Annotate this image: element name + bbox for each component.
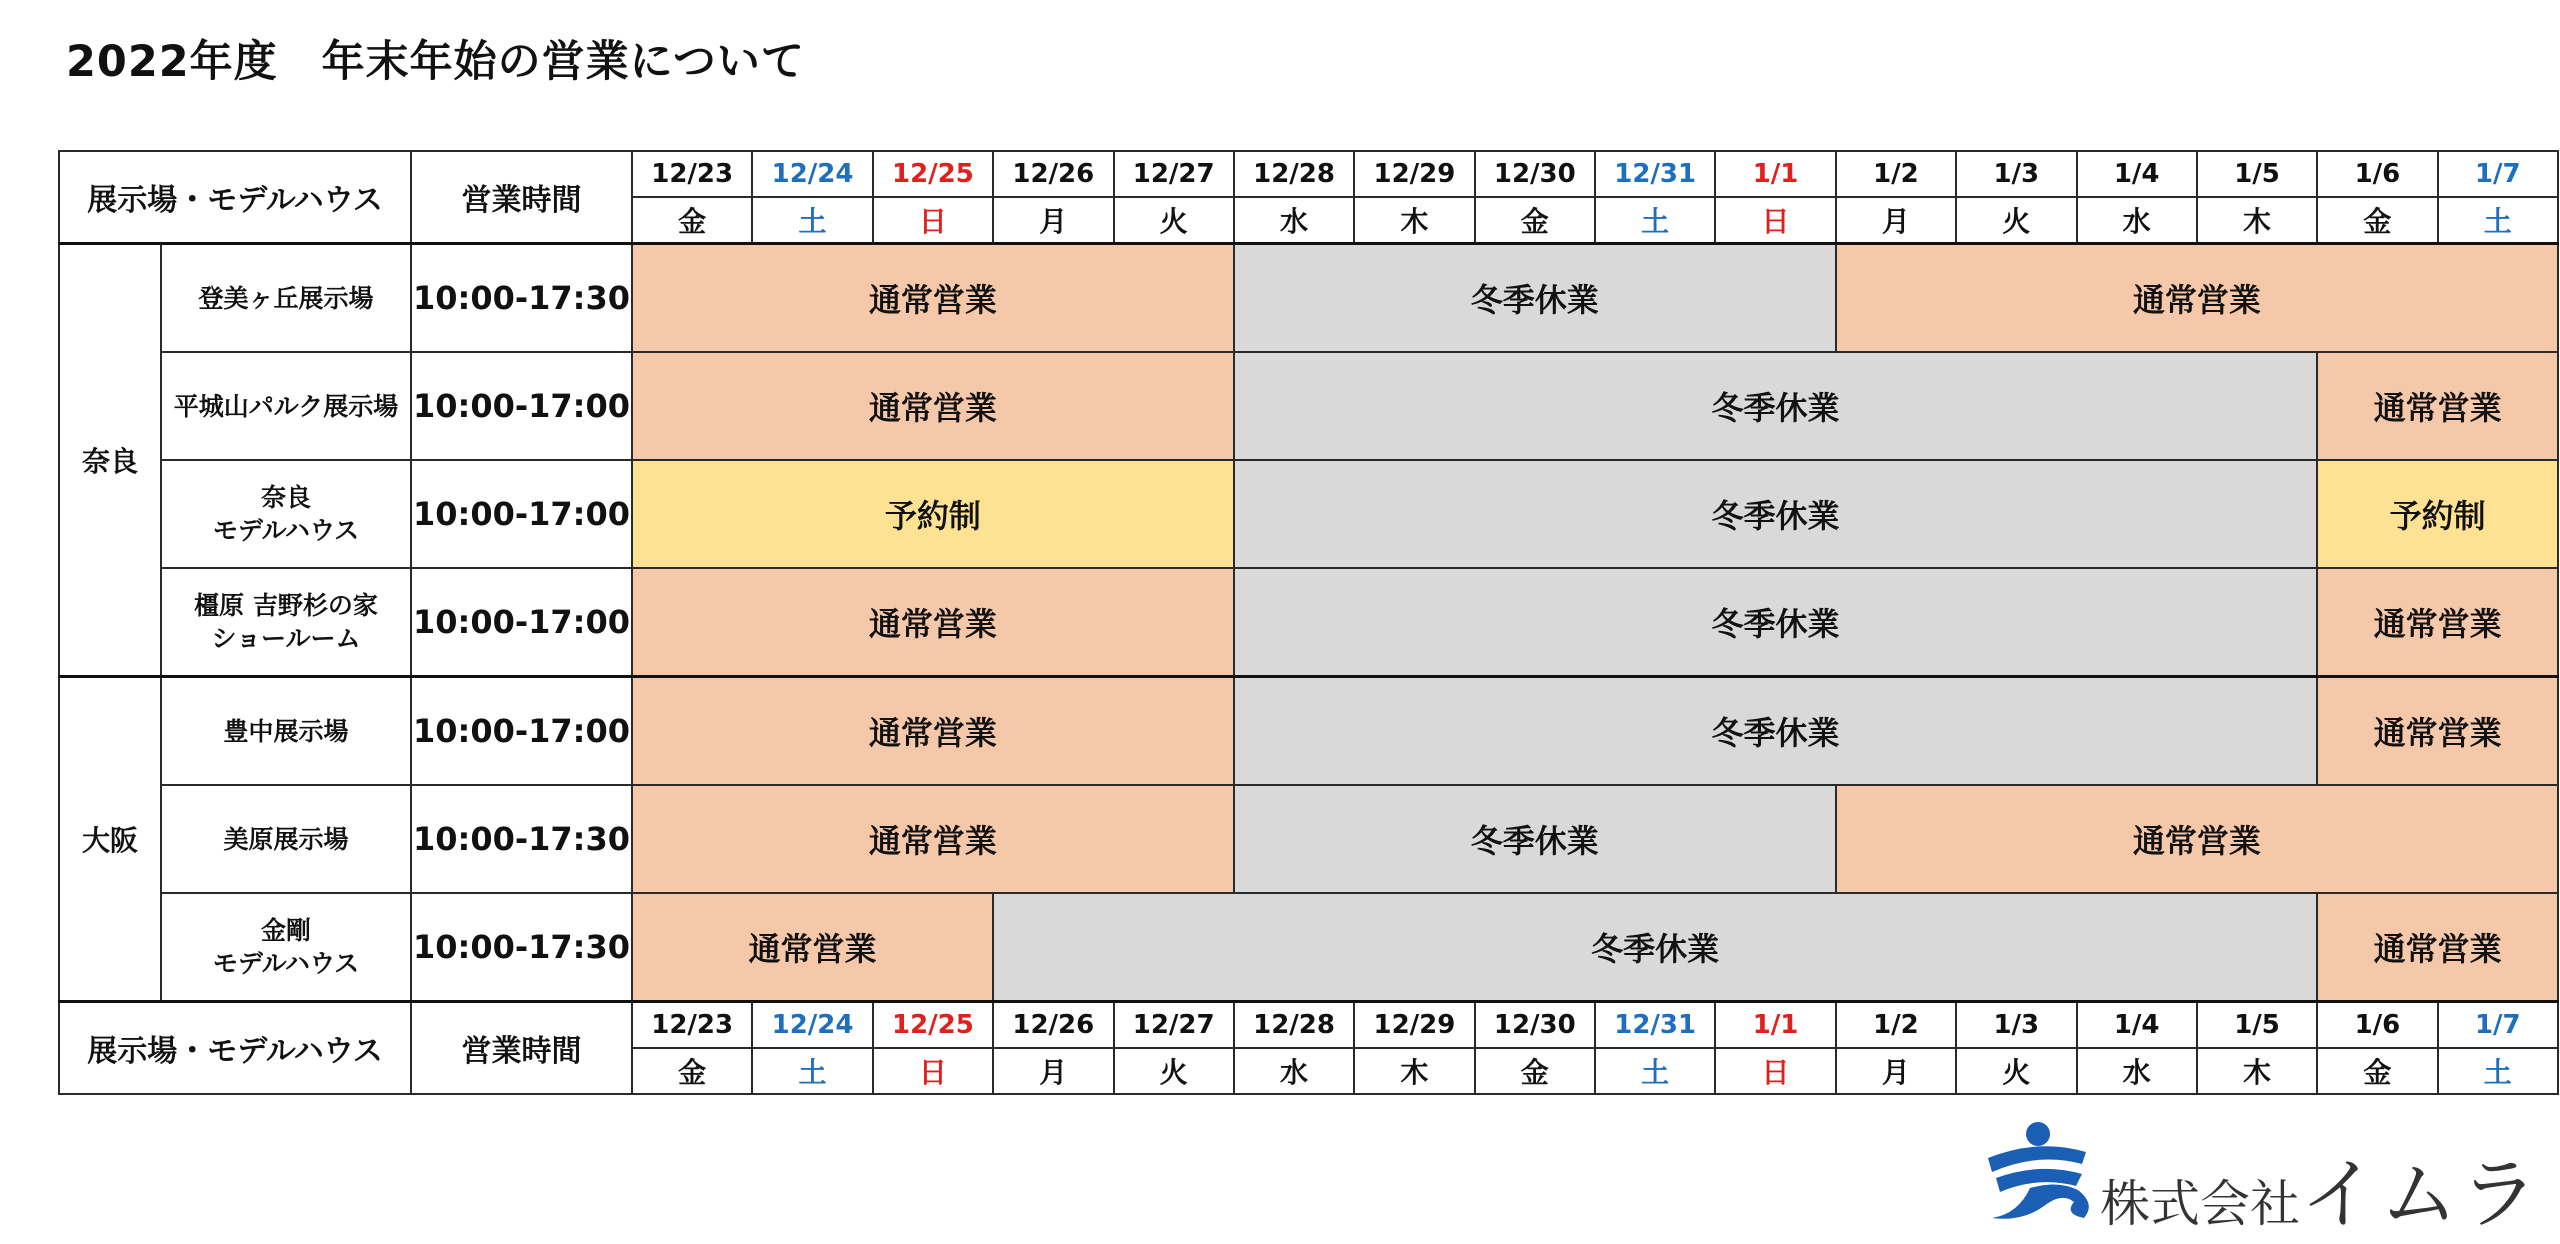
date-cell: 1/4 — [2077, 151, 2197, 197]
weekday-cell: 火 — [1956, 197, 2076, 244]
bottom-header-hours-col-header: 営業時間 — [411, 1002, 632, 1095]
status-block-normal: 通常営業 — [632, 568, 1234, 677]
bottom-header-date-row — [59, 1002, 2558, 1049]
business-hours: 10:00-17:00 — [411, 677, 632, 786]
weekday-cell: 土 — [752, 1048, 872, 1094]
date-cell: 12/31 — [1595, 151, 1715, 197]
status-block-normal: 通常営業 — [2317, 568, 2558, 677]
weekday-cell: 火 — [1114, 197, 1234, 244]
date-cell: 12/26 — [993, 151, 1113, 197]
date-cell: 12/29 — [1354, 151, 1474, 197]
site-name: 平城山パルク展示場 — [161, 352, 411, 460]
weekday-cell: 水 — [2077, 1048, 2197, 1094]
site-row — [59, 785, 2558, 893]
site-name: 橿原 吉野杉の家 ショールーム — [161, 568, 411, 677]
date-cell: 12/23 — [632, 1002, 752, 1049]
status-block-closed: 冬季休業 — [1234, 785, 1836, 893]
date-cell: 12/27 — [1114, 1002, 1234, 1049]
status-block-reserve: 予約制 — [632, 460, 1234, 568]
business-hours: 10:00-17:30 — [411, 785, 632, 893]
weekday-cell: 水 — [2077, 197, 2197, 244]
date-cell: 1/6 — [2317, 1002, 2437, 1049]
site-name: 金剛 モデルハウス — [161, 893, 411, 1002]
weekday-cell: 火 — [1956, 1048, 2076, 1094]
date-cell: 12/30 — [1475, 151, 1595, 197]
weekday-cell: 木 — [2197, 1048, 2317, 1094]
date-cell: 12/23 — [632, 151, 752, 197]
page-title: 2022年度 年末年始の営業について — [66, 37, 805, 87]
status-block-normal: 通常営業 — [1836, 785, 2558, 893]
weekday-cell: 日 — [873, 197, 993, 244]
date-cell: 1/1 — [1715, 1002, 1835, 1049]
weekday-cell: 土 — [1595, 197, 1715, 244]
company-name — [2100, 1132, 2540, 1244]
site-row — [59, 677, 2558, 786]
site-name: 美原展示場 — [161, 785, 411, 893]
weekday-cell: 金 — [632, 197, 752, 244]
status-block-closed: 冬季休業 — [1234, 352, 2317, 460]
site-row — [59, 893, 2558, 1002]
weekday-cell: 月 — [993, 197, 1113, 244]
company-prefix: 株式会社 — [2100, 1175, 2300, 1233]
date-cell: 1/5 — [2197, 151, 2317, 197]
weekday-cell: 月 — [993, 1048, 1113, 1094]
top-header-site-col-header: 展示場・モデルハウス — [59, 151, 411, 244]
status-block-closed: 冬季休業 — [1234, 460, 2317, 568]
region-label: 奈良 — [59, 244, 161, 677]
weekday-cell: 金 — [2317, 197, 2437, 244]
weekday-cell: 水 — [1234, 1048, 1354, 1094]
date-cell: 12/25 — [873, 1002, 993, 1049]
weekday-cell: 土 — [2438, 1048, 2558, 1094]
date-cell: 12/28 — [1234, 151, 1354, 197]
weekday-cell: 月 — [1836, 197, 1956, 244]
site-row — [59, 244, 2558, 353]
date-cell: 12/26 — [993, 1002, 1113, 1049]
status-block-normal: 通常営業 — [1836, 244, 2558, 353]
date-cell: 12/24 — [752, 1002, 872, 1049]
status-block-normal: 通常営業 — [632, 893, 993, 1002]
date-cell: 1/6 — [2317, 151, 2437, 197]
site-name: 豊中展示場 — [161, 677, 411, 786]
site-name: 登美ヶ丘展示場 — [161, 244, 411, 353]
site-row — [59, 568, 2558, 677]
weekday-cell: 月 — [1836, 1048, 1956, 1094]
status-block-reserve: 予約制 — [2317, 460, 2558, 568]
date-cell: 12/28 — [1234, 1002, 1354, 1049]
weekday-cell: 日 — [1715, 197, 1835, 244]
date-cell: 12/25 — [873, 151, 993, 197]
date-cell: 12/30 — [1475, 1002, 1595, 1049]
weekday-cell: 木 — [1354, 197, 1474, 244]
weekday-cell: 木 — [1354, 1048, 1474, 1094]
status-block-closed: 冬季休業 — [993, 893, 2317, 1002]
holiday-schedule-table — [58, 150, 2559, 1095]
weekday-cell: 日 — [873, 1048, 993, 1094]
date-cell: 1/3 — [1956, 151, 2076, 197]
business-hours: 10:00-17:30 — [411, 244, 632, 353]
date-cell: 12/29 — [1354, 1002, 1474, 1049]
business-hours: 10:00-17:30 — [411, 893, 632, 1002]
status-block-closed: 冬季休業 — [1234, 244, 1836, 353]
site-name: 奈良 モデルハウス — [161, 460, 411, 568]
weekday-cell: 金 — [2317, 1048, 2437, 1094]
status-block-normal: 通常営業 — [632, 244, 1234, 353]
status-block-normal: 通常営業 — [632, 677, 1234, 786]
site-row — [59, 352, 2558, 460]
date-cell: 12/24 — [752, 151, 872, 197]
date-cell: 1/4 — [2077, 1002, 2197, 1049]
company-brand: イムラ — [2300, 1150, 2541, 1240]
company-logo — [1978, 1118, 2541, 1240]
status-block-normal: 通常営業 — [632, 785, 1234, 893]
weekday-cell: 金 — [1475, 1048, 1595, 1094]
date-cell: 1/7 — [2438, 1002, 2558, 1049]
status-block-normal: 通常営業 — [2317, 893, 2558, 1002]
weekday-cell: 土 — [2438, 197, 2558, 244]
top-header-hours-col-header: 営業時間 — [411, 151, 632, 244]
weekday-cell: 土 — [752, 197, 872, 244]
weekday-cell: 水 — [1234, 197, 1354, 244]
top-header-date-row — [59, 151, 2558, 197]
status-block-normal: 通常営業 — [632, 352, 1234, 460]
region-label: 大阪 — [59, 677, 161, 1002]
date-cell: 12/31 — [1595, 1002, 1715, 1049]
status-block-normal: 通常営業 — [2317, 352, 2558, 460]
date-cell: 1/2 — [1836, 1002, 1956, 1049]
weekday-cell: 日 — [1715, 1048, 1835, 1094]
weekday-cell: 木 — [2197, 197, 2317, 244]
date-cell: 1/3 — [1956, 1002, 2076, 1049]
status-block-closed: 冬季休業 — [1234, 568, 2317, 677]
date-cell: 1/1 — [1715, 151, 1835, 197]
date-cell: 1/2 — [1836, 151, 1956, 197]
imura-logo-icon — [1978, 1118, 2098, 1224]
status-block-closed: 冬季休業 — [1234, 677, 2317, 786]
status-block-normal: 通常営業 — [2317, 677, 2558, 786]
date-cell: 1/7 — [2438, 151, 2558, 197]
business-hours: 10:00-17:00 — [411, 352, 632, 460]
business-hours: 10:00-17:00 — [411, 460, 632, 568]
site-row — [59, 460, 2558, 568]
weekday-cell: 火 — [1114, 1048, 1234, 1094]
bottom-header-site-col-header: 展示場・モデルハウス — [59, 1002, 411, 1095]
weekday-cell: 土 — [1595, 1048, 1715, 1094]
date-cell: 12/27 — [1114, 151, 1234, 197]
weekday-cell: 金 — [1475, 197, 1595, 244]
date-cell: 1/5 — [2197, 1002, 2317, 1049]
business-hours: 10:00-17:00 — [411, 568, 632, 677]
weekday-cell: 金 — [632, 1048, 752, 1094]
